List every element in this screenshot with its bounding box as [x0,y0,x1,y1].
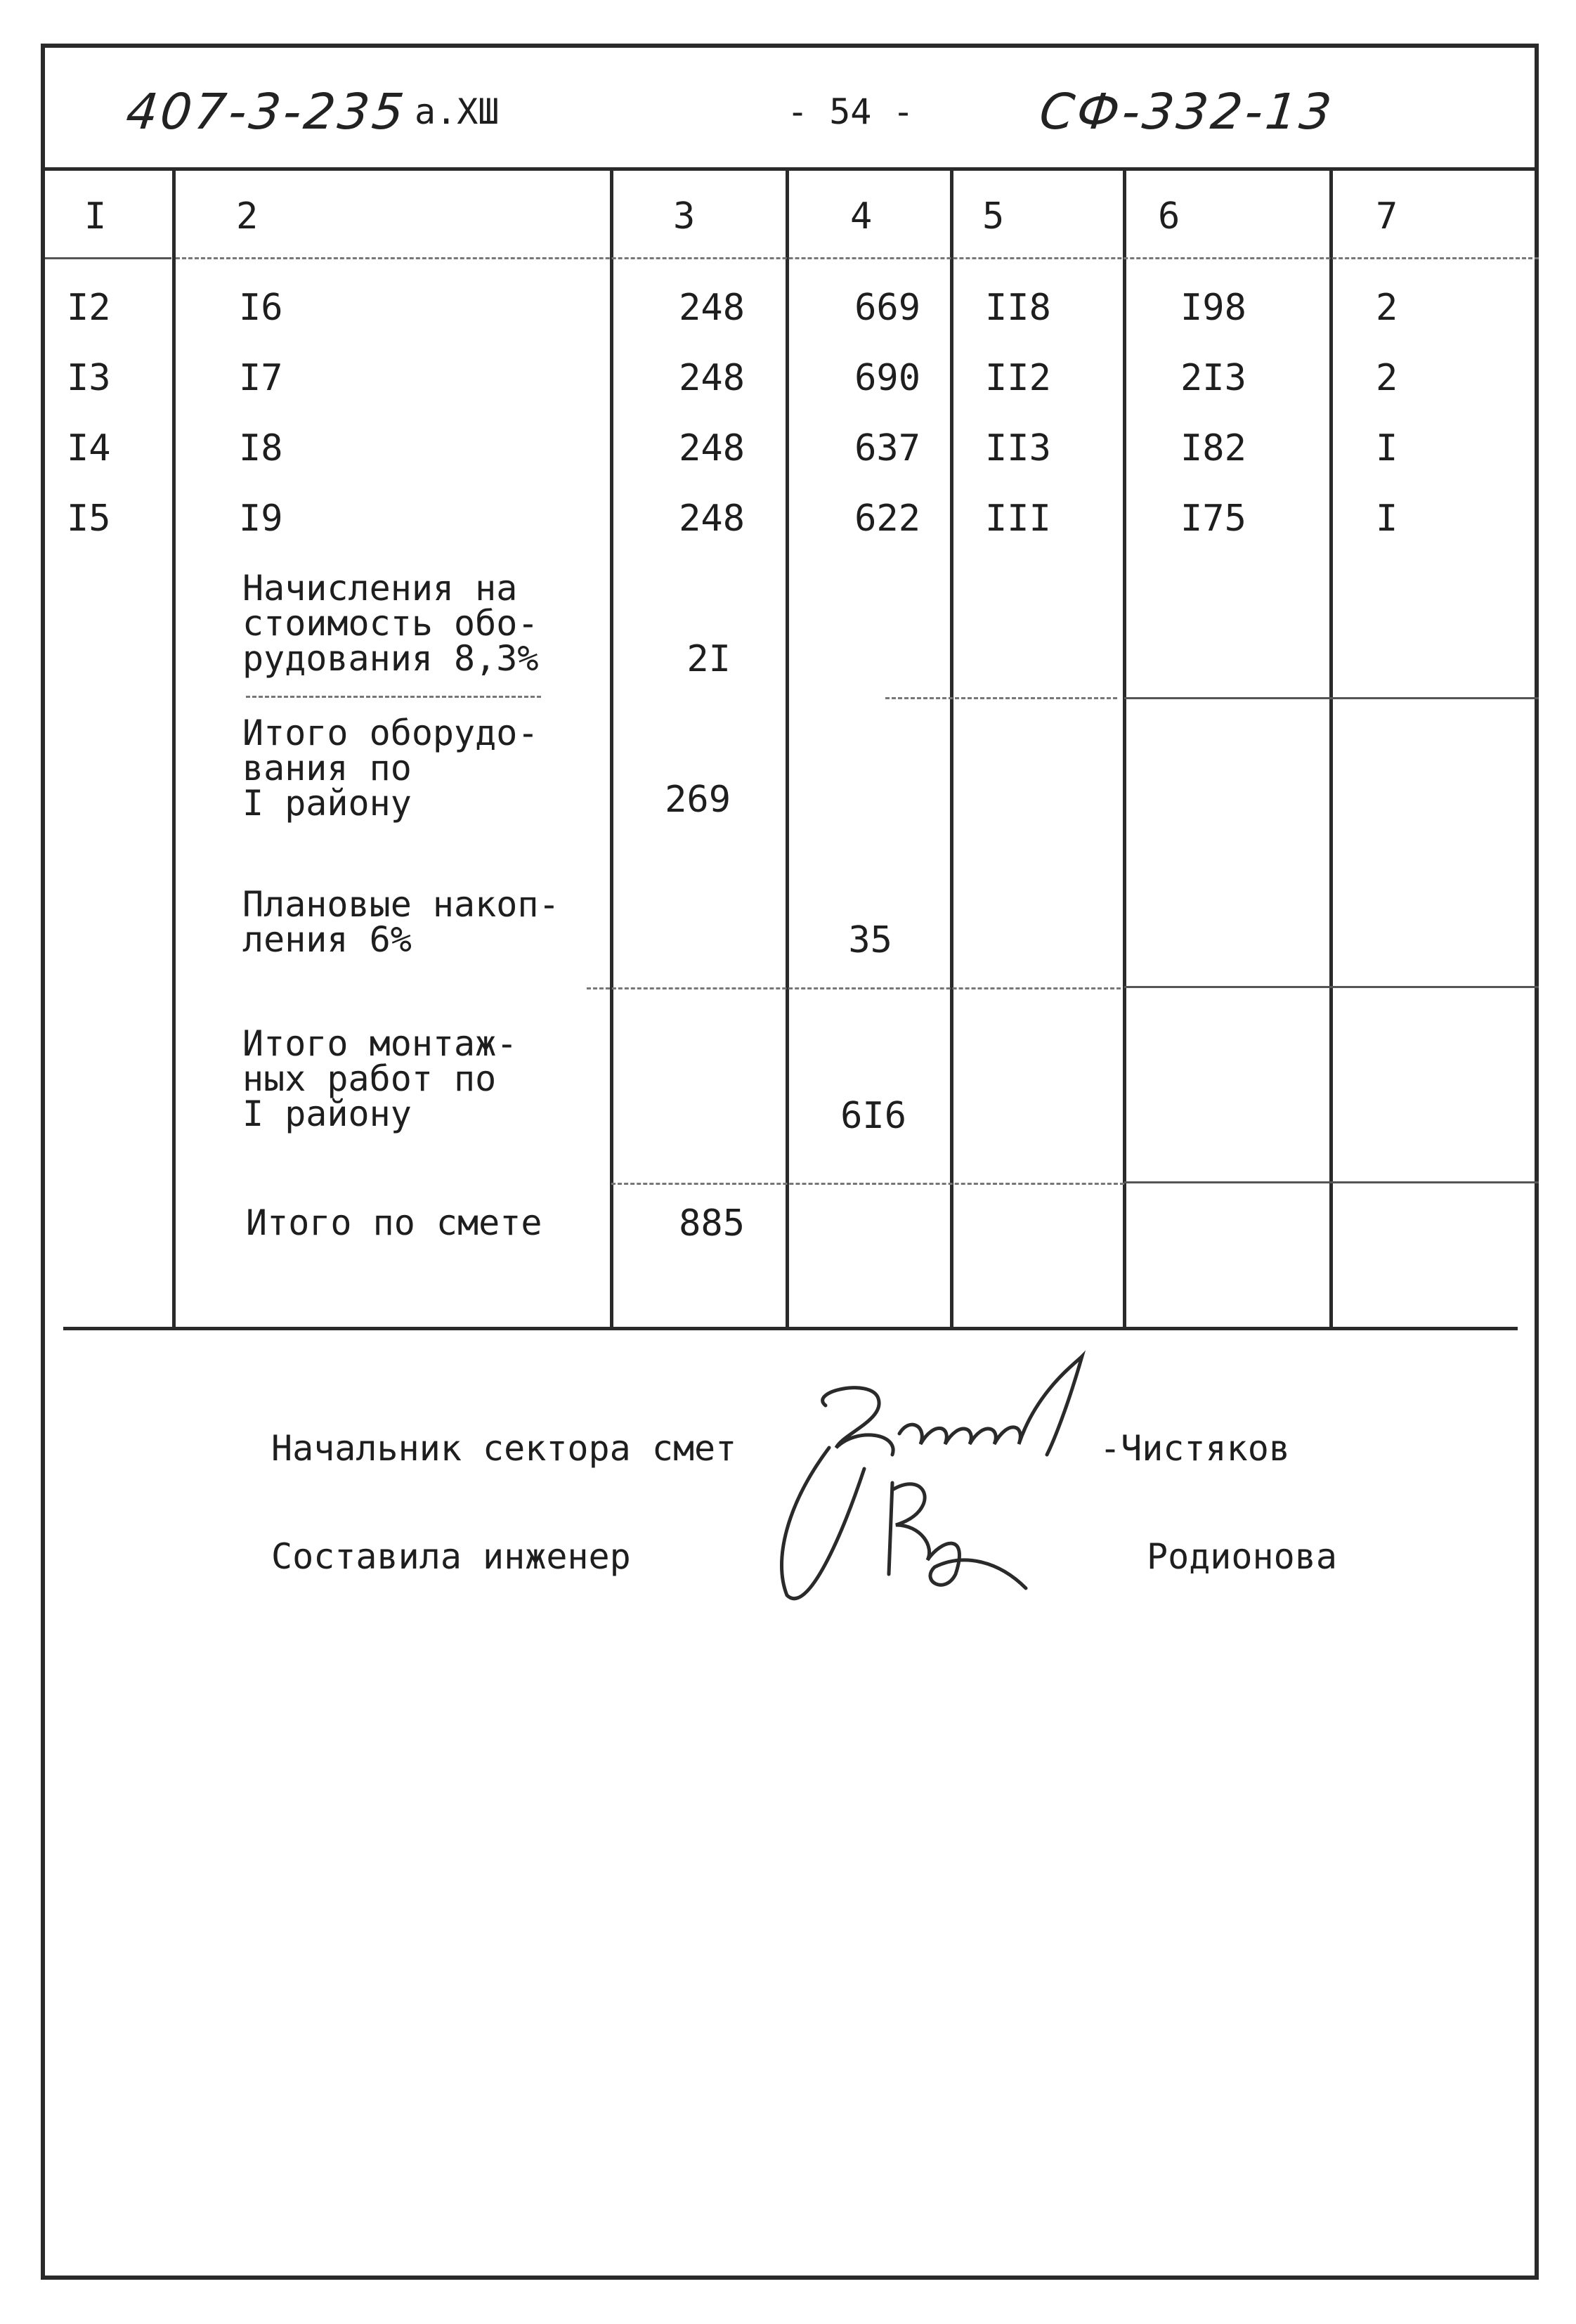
album-number: а.XШ [415,91,500,132]
sheet-code: СФ-332-13 [1036,83,1337,141]
row-divider [1124,1181,1539,1183]
doc-code: 407-3-235 [123,83,410,141]
header-row-divider-left [45,257,171,259]
signature-head-loop [782,1448,865,1599]
row-col4: 622 [854,498,920,540]
page-number: - 54 - [787,91,914,132]
header-row-divider [176,257,1539,259]
col-header-2: 2 [236,195,259,238]
row-divider [587,987,1121,989]
col-sep-1 [172,169,176,1328]
summary-label-equipment-total: Итого оборудо- вания по I району [242,713,539,824]
row-item: I8 [239,427,283,469]
row-divider [1124,697,1539,699]
row-col6: I98 [1180,287,1246,329]
signature-role-engineer: Составила инженер [271,1536,631,1577]
signature-role-head: Начальник сектора смет [271,1428,737,1469]
row-number: I5 [67,498,111,540]
row-col5: II8 [985,287,1051,329]
summary-label-equipment-charges: Начисления на стоимость обо- рудования 8,3% [242,568,539,679]
col-header-4: 4 [850,195,873,238]
row-col3: 248 [679,287,745,329]
row-col7: I [1376,498,1398,540]
header-divider [41,167,1539,171]
row-number: I4 [67,427,111,469]
signature-head-stroke [823,1356,1082,1455]
summary-planned-accumulations-col4: 35 [848,919,892,961]
row-col3: 248 [679,357,745,399]
col-sep-3 [786,169,789,1328]
summary-installation-total-col4: 6I6 [840,1095,906,1137]
signature-name-head: -Чистяков [1100,1428,1290,1469]
col-sep-5 [1123,169,1126,1328]
row-divider [1124,986,1539,988]
signature-name-engineer: Родионова [1147,1536,1337,1577]
row-col4: 690 [854,357,920,399]
row-col6: I75 [1180,498,1246,540]
row-col7: 2 [1376,287,1398,329]
row-col5: II2 [985,357,1051,399]
summary-estimate-total-col3: 885 [679,1202,745,1245]
row-item: I9 [239,498,283,540]
row-item: I7 [239,357,283,399]
col-header-7: 7 [1376,195,1398,238]
summary-equipment-charges-col3: 2I [686,638,731,680]
col-header-3: 3 [673,195,696,238]
col-header-6: 6 [1158,195,1180,238]
signature-engineer-stroke [889,1483,1026,1588]
table-bottom-border [63,1327,1518,1330]
row-col4: 637 [854,427,920,469]
handwritten-signatures [759,1349,1166,1630]
row-divider [611,1183,1124,1185]
row-col7: I [1376,427,1398,469]
col-header-1: I [84,195,107,238]
summary-label-installation-total: Итого монтаж- ных работ по I району [242,1023,518,1134]
col-sep-6 [1329,169,1333,1328]
row-col6: 2I3 [1180,357,1246,399]
row-col5: II3 [985,427,1051,469]
col-sep-2 [610,169,613,1328]
row-item: I6 [239,287,283,329]
row-col5: III [985,498,1051,540]
row-col4: 669 [854,287,920,329]
row-divider [885,697,1117,699]
row-col6: I82 [1180,427,1246,469]
row-number: I2 [67,287,111,329]
summary-label-planned-accumulations: Плановые накоп- ления 6% [242,884,560,960]
summary-equipment-total-col3: 269 [665,779,731,821]
row-divider [246,696,541,698]
col-header-5: 5 [982,195,1005,238]
row-number: I3 [67,357,111,399]
row-col3: 248 [679,427,745,469]
row-col3: 248 [679,498,745,540]
row-col7: 2 [1376,357,1398,399]
summary-label-estimate-total: Итого по смете [246,1202,542,1243]
col-sep-4 [950,169,953,1328]
